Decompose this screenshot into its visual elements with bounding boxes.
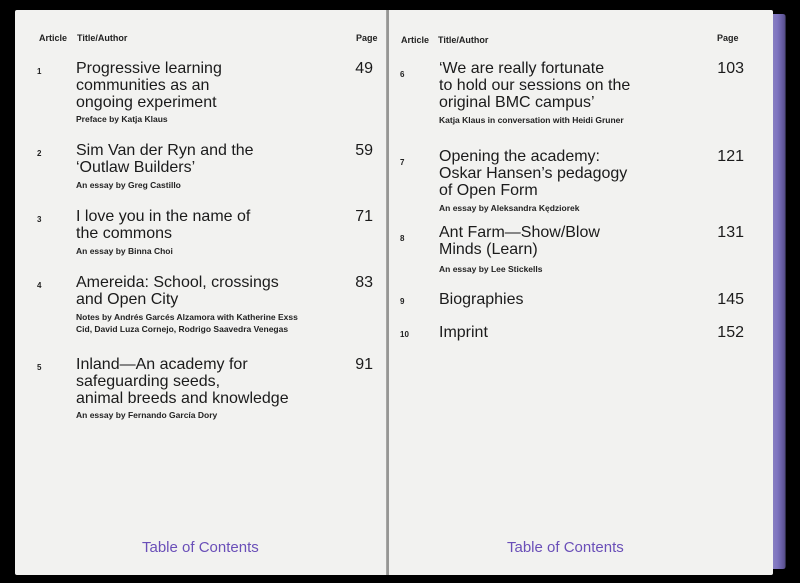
entry-title: Opening the academy: Oskar Hansen’s pedagogy of Open Form [439, 148, 628, 199]
article-number: 4 [37, 281, 42, 290]
entry-page-number: 152 [717, 324, 744, 341]
entry-title: Amereida: School, crossings and Open City [76, 274, 279, 308]
entry-author: An essay by Aleksandra Kędziorek [439, 203, 580, 213]
footer-section-title: Table of Contents [142, 539, 259, 556]
entry-author: An essay by Fernando García Dory [76, 410, 218, 420]
entry-page-number: 91 [355, 356, 373, 373]
entry-title: Inland—An academy for safeguarding seeds, animal breeds and knowledge [76, 356, 289, 407]
entry-author: An essay by Greg Castillo [76, 180, 181, 190]
header-page: Page [356, 33, 378, 43]
entry-page-number: 103 [717, 60, 744, 77]
article-number: 6 [400, 70, 405, 79]
footer-section-title: Table of Contents [507, 539, 624, 556]
entry-title: Biographies [439, 291, 524, 308]
entry-page-number: 49 [355, 60, 373, 77]
article-number: 2 [37, 149, 42, 158]
entry-title: Imprint [439, 324, 488, 341]
header-title-author: Title/Author [438, 35, 489, 45]
entry-author: An essay by Binna Choi [76, 246, 173, 256]
article-number: 10 [400, 330, 409, 339]
entry-title: ‘We are really fortunate to hold our sessions on the original BMC campus’ [439, 60, 631, 111]
left-page [15, 10, 386, 575]
article-number: 7 [400, 158, 405, 167]
entry-page-number: 83 [355, 274, 373, 291]
entry-page-number: 121 [717, 148, 744, 165]
book-page-edge [772, 14, 786, 569]
article-number: 8 [400, 234, 405, 243]
article-number: 1 [37, 67, 42, 76]
entry-page-number: 71 [355, 208, 373, 225]
header-article: Article [39, 33, 68, 43]
article-number: 3 [37, 215, 42, 224]
entry-author: Katja Klaus in conversation with Heidi Gruner [439, 115, 624, 125]
entry-author: An essay by Lee Stickells [439, 264, 543, 274]
entry-title: Progressive learning communities as an ongoing experiment [76, 60, 222, 111]
entry-title: Ant Farm—Show/Blow Minds (Learn) [439, 224, 600, 258]
entry-author: Notes by Andrés Garcés Alzamora with Katherine Exss Cid, David Luza Cornejo, Rodrigo Saavedra Venegas [76, 312, 298, 334]
article-number: 9 [400, 297, 405, 306]
entry-page-number: 145 [717, 291, 744, 308]
entry-page-number: 59 [355, 142, 373, 159]
header-title-author: Title/Author [77, 33, 128, 43]
entry-title: I love you in the name of the commons [76, 208, 251, 242]
right-page [389, 10, 773, 575]
entry-page-number: 131 [717, 224, 744, 241]
entry-author: Preface by Katja Klaus [76, 114, 168, 124]
header-page: Page [717, 33, 739, 43]
article-number: 5 [37, 363, 42, 372]
entry-title: Sim Van der Ryn and the ‘Outlaw Builders’ [76, 142, 254, 176]
header-article: Article [401, 35, 430, 45]
